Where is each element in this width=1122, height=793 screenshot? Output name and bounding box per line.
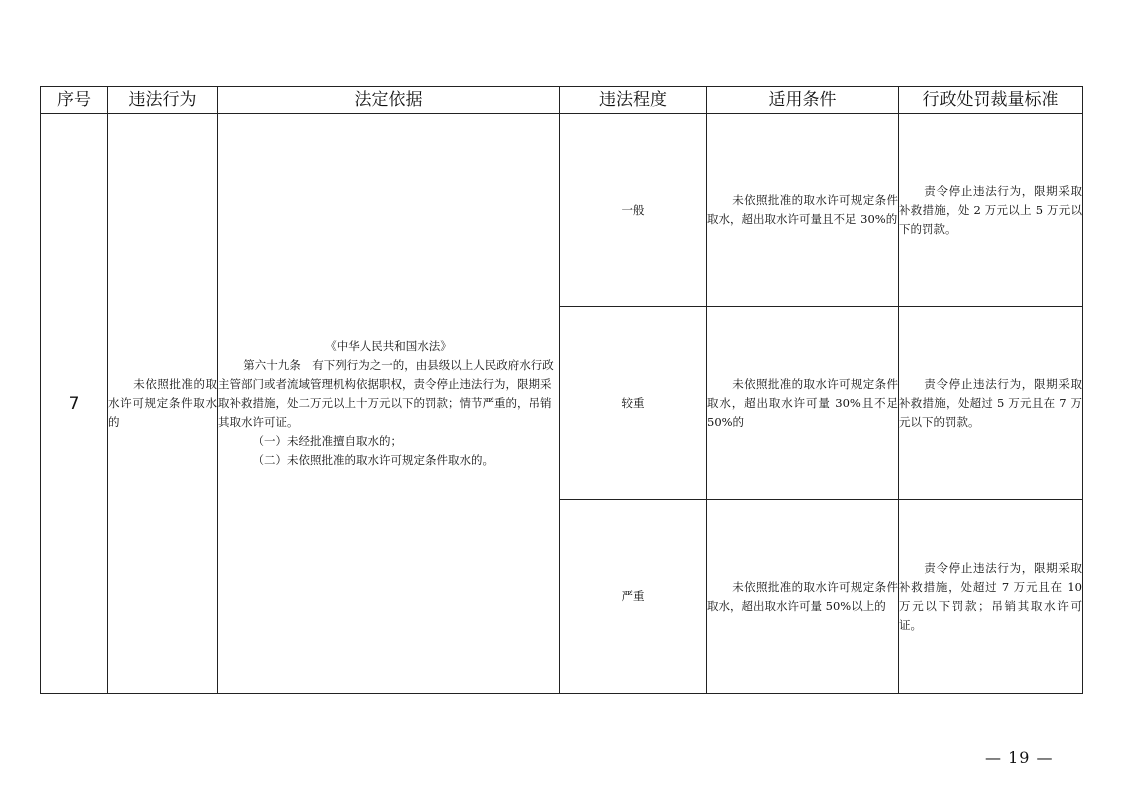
condition-text: 未依照批准的取水许可规定条件取水，超出取水许可量且不足 30%的	[707, 193, 898, 226]
legal-basis-cell	[218, 114, 560, 694]
law-title: 《中华人民共和国水法》	[325, 339, 452, 353]
standard-text: 责令停止违法行为，限期采取补救措施，处超过 5 万元且在 7 万元以下的罚款。	[899, 376, 1082, 429]
table-header-row	[41, 87, 1083, 114]
degree-severe: 严重	[560, 500, 707, 694]
standard-severe	[899, 500, 1083, 694]
header-seq: 序号	[41, 87, 108, 114]
article-item-1: （一）未经批准擅自取水的；	[252, 434, 402, 448]
standard-text: 责令停止违法行为，限期采取补救措施，处超过 7 万元且在 10 万元以下罚款；吊销其取水许可证。	[899, 560, 1082, 632]
behavior-cell	[108, 114, 218, 694]
header-degree: 违法程度	[560, 87, 707, 114]
article-text: 第六十九条 有下列行为之一的，由县级以上人民政府水行政主管部门或者流域管理机构依据职权，责令停止违法行为，限期采取补救措施，处二万元以上十万元以下的罚款；情节严重的，吊销其取水许可证。	[218, 358, 554, 429]
condition-serious	[707, 307, 899, 500]
header-penalty-standard: 行政处罚裁量标准	[899, 87, 1083, 114]
condition-text: 未依照批准的取水许可规定条件取水，超出取水许可量 30%且不足 50%的	[707, 376, 898, 429]
header-condition: 适用条件	[707, 87, 899, 114]
degree-general: 一般	[560, 114, 707, 307]
standard-general	[899, 114, 1083, 307]
condition-general	[707, 114, 899, 307]
standard-text: 责令停止违法行为，限期采取补救措施，处 2 万元以上 5 万元以下的罚款。	[899, 183, 1082, 236]
seq-cell: 7	[41, 114, 108, 694]
penalty-standard-table	[40, 86, 1083, 694]
header-legal-basis: 法定依据	[218, 87, 560, 114]
degree-serious: 较重	[560, 307, 707, 500]
table-row	[41, 114, 1083, 307]
article-item-2: （二）未依照批准的取水许可规定条件取水的。	[252, 453, 494, 467]
condition-severe	[707, 500, 899, 694]
header-behavior: 违法行为	[108, 87, 218, 114]
page-number: — 19 —	[985, 748, 1054, 767]
condition-text: 未依照批准的取水许可规定条件取水，超出取水许可量 50%以上的	[707, 579, 898, 613]
standard-serious	[899, 307, 1083, 500]
behavior-text: 未依照批准的取水许可规定条件取水的	[108, 377, 217, 429]
